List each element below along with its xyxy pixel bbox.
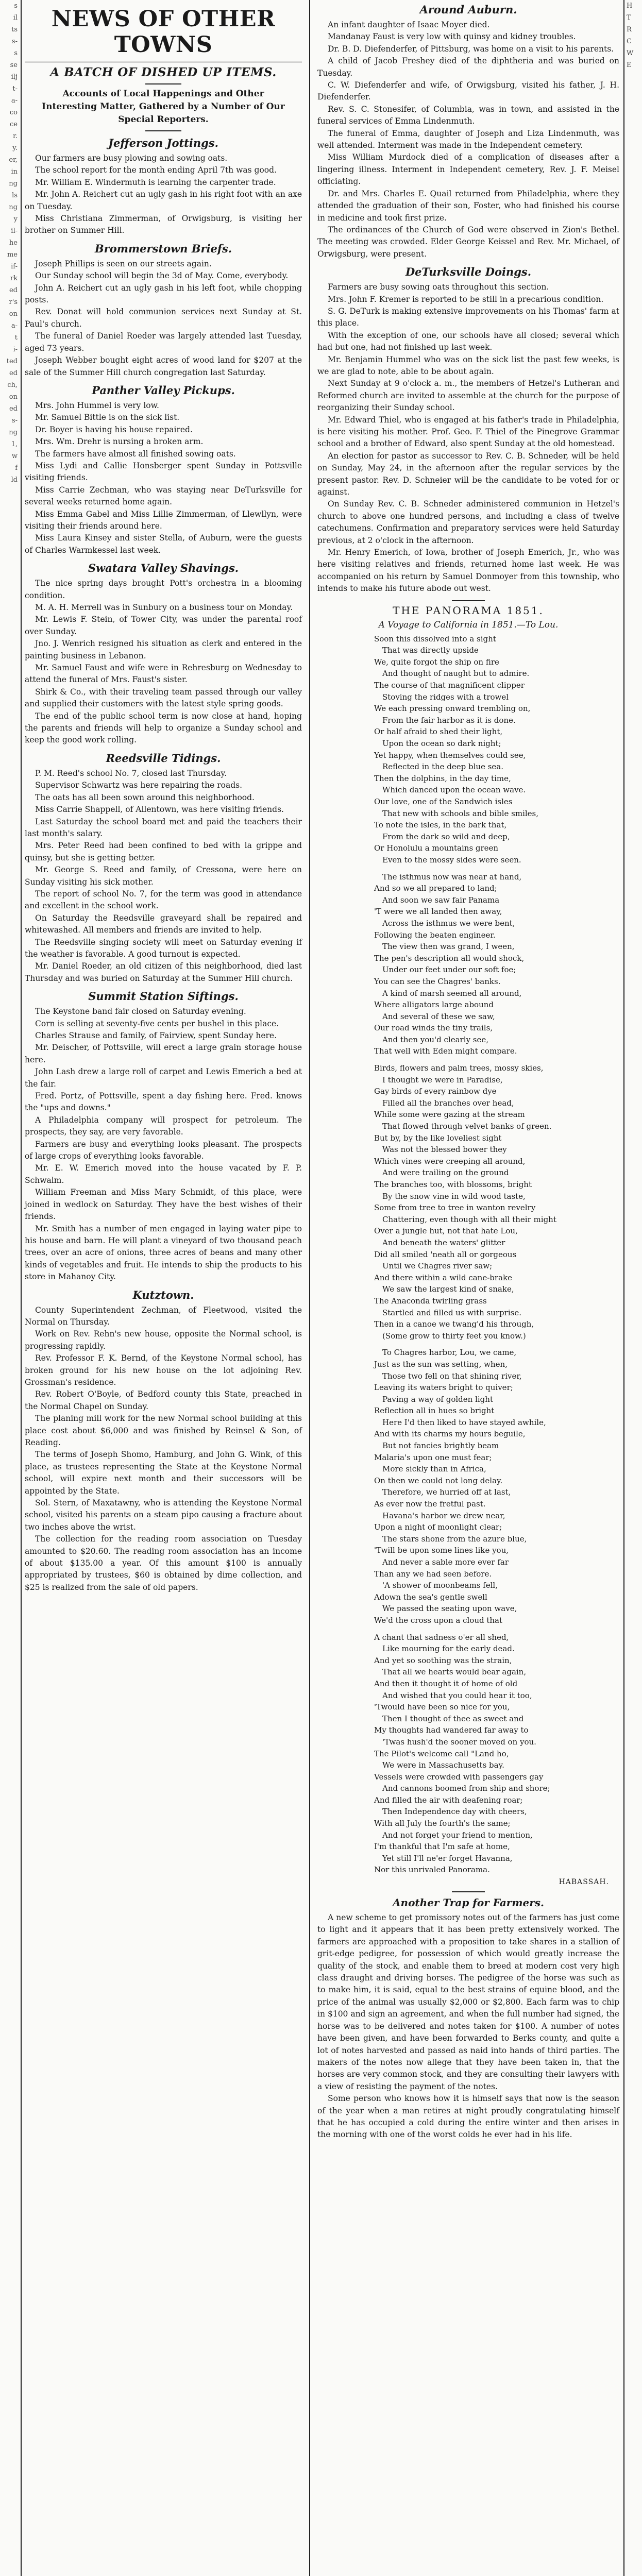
news-item: Mr. Deischer, of Pottsville, will erect a large grain storage house here.: [25, 1043, 302, 1064]
margin-fragment: on: [9, 310, 18, 318]
poem-line: [317, 1342, 619, 1347]
margin-fragment: il: [13, 14, 18, 22]
news-item: Miss Carrie Zechman, who was staying near DeTurksville for several weeks returned home again.: [25, 485, 302, 507]
poem-line: Birds, flowers and palm trees, mossy skies,: [374, 1063, 544, 1073]
section-heading: DeTurksville Doings.: [405, 265, 532, 279]
news-item: C. W. Diefenderfer and wife, of Orwigsburg, visited his father, J. H. Diefenderfer.: [317, 80, 619, 102]
news-item: Mr. Lewis F. Stein, of Tower City, was under the parental roof over Sunday.: [25, 615, 302, 636]
poem-line: That new with schools and bible smiles,: [382, 808, 539, 818]
news-item: Our Sunday school will begin the 3d of May. Come, everybody.: [35, 271, 289, 281]
story-body: [317, 1912, 619, 2141]
column-b: [314, 3, 621, 2576]
margin-fragment: 1,: [11, 440, 18, 448]
news-item: Our farmers are busy plowing and sowing oats.: [35, 154, 228, 163]
column-rule-right: [623, 0, 624, 2576]
margin-fragment: er,: [9, 156, 18, 164]
news-item: P. M. Reed's school No. 7, closed last Thursday.: [35, 768, 227, 778]
news-item: County Superintendent Zechman, of Fleetwood, visited the Normal on Thursday.: [25, 1305, 302, 1327]
poem-line: (Some grow to thirty feet you know.): [382, 1331, 526, 1341]
news-item: Miss Christiana Zimmerman, of Orwigsburg, is visiting her brother on Summer Hill.: [25, 214, 302, 235]
news-item: Rev. Robert O'Boyle, of Bedford county this State, preached in the Normal Chapel on Sunday.: [25, 1389, 302, 1411]
news-item: The school report for the month ending April 7th was good.: [35, 165, 277, 175]
poem-line: And beneath the waters' glitter: [382, 1238, 505, 1247]
poem-line: Did all smiled 'neath all or gorgeous: [374, 1249, 517, 1259]
news-item: The funeral of Emma, daughter of Joseph and Liza Lindenmuth, was well attended. Interment was made in the Independent cemetery.: [317, 128, 619, 150]
poem-line: But by, by the like loveliest sight: [374, 1133, 502, 1143]
poem-line: We saw the largest kind of snake,: [382, 1284, 514, 1294]
poem-line: And not forget your friend to mention,: [382, 1830, 533, 1840]
poem-line: That all we hearts would bear again,: [382, 1667, 527, 1677]
margin-fragment: E: [627, 61, 632, 69]
section-heading: Around Auburn.: [419, 3, 517, 16]
news-item: Mr. Edward Thiel, who is engaged at his father's trade in Philadelphia, is here visiting his mother. Prof. Geo. F. Thiel of the Pinegrove Grammar school and a brother of Edward, also spent Sunday at the old homestead.: [317, 415, 619, 449]
story-paragraph: Some person who knows how it is himself says that now is the season of the year when a man retires at night proudly congratulating himself that he has occupied a cold during the entire winter and then arises in the morning with one of the worst colds he ever had in his life.: [317, 2094, 619, 2140]
margin-fragment: ce: [10, 121, 18, 128]
poem-line: The Pilot's welcome call "Land ho,: [374, 1749, 509, 1758]
margin-fragment: C: [627, 38, 632, 45]
column-rule-left: [21, 0, 22, 2576]
margin-fragment: ls: [12, 192, 18, 199]
poem-line: Then Independence day with cheers,: [382, 1807, 527, 1817]
poem-line: And then it thought it of home of old: [374, 1679, 518, 1688]
poem-line: Vessels were crowded with passengers gay: [374, 1772, 544, 1782]
margin-fragment: H: [627, 2, 633, 10]
poem-line: 'Twas hush'd the sooner moved on you.: [382, 1737, 536, 1747]
margin-fragment: s: [14, 2, 18, 10]
news-item: Jno. J. Wenrich resigned his situation as clerk and entered in the painting business in Lebanon.: [25, 639, 302, 660]
poem-line: A kind of marsh seemed all around,: [382, 988, 522, 998]
poem-line: Chattering, even though with all their might: [382, 1214, 556, 1224]
poem-line: Where alligators large abound: [374, 1000, 494, 1010]
poem-line: 'A shower of moonbeams fell,: [382, 1581, 498, 1590]
news-item: The planing mill work for the new Normal school building at this place cost about $6,000 and was finished by Reinsel & Son, of Reading.: [25, 1414, 302, 1447]
news-item: John A. Reichert cut an ugly gash in his left foot, while chopping posts.: [25, 283, 302, 305]
news-item: The oats has all been sown around this neighborhood.: [35, 792, 255, 802]
news-item: On Saturday the Reedsville graveyard shall be repaired and whitewashed. All members and friends are invited to help.: [25, 913, 302, 935]
poem-line: Here I'd then liked to have stayed awhile,: [382, 1417, 546, 1427]
poem-line: Therefore, we hurried off at last,: [382, 1487, 511, 1497]
poem-line: More sickly than in Africa,: [382, 1464, 486, 1474]
news-item: Farmers are busy sowing oats throughout this section.: [328, 282, 549, 292]
news-item: An infant daughter of Isaac Moyer died.: [328, 20, 490, 29]
news-item: Mr. Benjamin Hummel who was on the sick list the past few weeks, is we are glad to note, able to be about again.: [317, 354, 619, 376]
poem-line: To Chagres harbor, Lou, we came,: [382, 1348, 517, 1358]
margin-fragment: t-: [12, 85, 18, 93]
poem-line: Our love, one of the Sandwich isles: [374, 797, 513, 806]
margin-fragment: y: [13, 215, 18, 223]
poem-line: That flowed through velvet banks of green.: [382, 1122, 552, 1131]
news-item: Sol. Stern, of Maxatawny, who is attending the Keystone Normal school, visited his parents on a steam pipo causing a fracture about two inches above the wrist.: [25, 1498, 302, 1532]
news-item: The end of the public school term is now close at hand, hoping the parents and friends will help to organize a Sunday school and keep the good work rolling.: [25, 711, 302, 745]
poem-line: Then in a canoe we twang'd his through,: [374, 1319, 534, 1329]
poem-line: And there within a wild cane-brake: [374, 1273, 512, 1282]
poem-line: That was directly upside: [382, 646, 479, 655]
margin-fragment: me: [7, 251, 18, 259]
subdeck-rule: [145, 130, 181, 131]
deck-headline: A BATCH OF DISHED UP ITEMS.: [50, 65, 277, 79]
margin-fragment: w: [11, 452, 18, 460]
margin-fragment: ilj: [11, 73, 18, 81]
poem-line: Until we Chagres river saw;: [382, 1261, 493, 1271]
margin-fragment: on: [9, 393, 18, 401]
poem-line: Our road winds the tiny trails,: [374, 1023, 493, 1033]
poem-line: Leaving its waters bright to quiver;: [374, 1383, 513, 1393]
news-item: Miss Emma Gabel and Miss Lillie Zimmerman, of Llewllyn, were visiting their friends around here.: [25, 509, 302, 531]
poem-line: Across the isthmus we were bent,: [382, 918, 515, 928]
margin-fragment: ts: [11, 26, 18, 33]
poem-line: And wished that you could hear it too,: [382, 1690, 532, 1700]
poem-line: [317, 866, 619, 871]
poem-line: Then I thought of thee as sweet and: [382, 1714, 524, 1723]
poem-line: Reflected in the deep blue sea.: [382, 762, 504, 772]
section-heading: Brommerstown Briefs.: [94, 242, 232, 255]
section-heading: Swatara Valley Shavings.: [88, 562, 239, 575]
news-item: A Philadelphia company will prospect for petroleum. The prospects, they say, are very favorable.: [25, 1115, 302, 1137]
news-item: An election for pastor as successor to Rev. C. B. Schneder, will be held on Sunday, May 24, in the afternoon after the regular services by the present pastor. Rev. D. Schneier will be the candidate to be voted for or against.: [317, 451, 619, 497]
margin-fragment: i-: [13, 346, 18, 353]
news-item: A child of Jacob Freshey died of the diphtheria and was buried on Tuesday.: [317, 56, 619, 78]
news-item: Charles Strause and family, of Fairview, spent Sunday here.: [35, 1031, 277, 1040]
subdeck: Accounts of Local Happenings and Other Interesting Matter, Gathered by a Number of Our Special Reporters.: [42, 89, 285, 125]
left-margin-fragments: [0, 0, 19, 2576]
news-item: Miss William Murdock died of a complication of diseases after a lingering illness. Interment in Independent cemetery, Rev. J. F. Meisel officiating.: [317, 152, 619, 187]
margin-fragment: s: [14, 49, 18, 57]
poem-line: Which danced upon the ocean wave.: [382, 785, 526, 795]
poem-title: THE PANORAMA 1851.: [393, 604, 544, 617]
story-headline: Another Trap for Farmers.: [393, 1896, 544, 1909]
poem-line: From the fair harbor as it is done.: [382, 715, 516, 725]
poem-line: While some were gazing at the stream: [374, 1110, 525, 1120]
poem-line: On then we could not long delay.: [374, 1476, 503, 1485]
margin-fragment: W: [627, 49, 634, 57]
margin-fragment: a-: [11, 322, 18, 330]
poem-line: And so we all prepared to land;: [374, 884, 497, 893]
poem-line: And several of these we saw,: [382, 1011, 495, 1021]
margin-fragment: a-: [11, 97, 18, 105]
margin-fragment: ted: [6, 358, 18, 365]
column-b-body: [317, 3, 619, 595]
news-item: Mr. Samuel Faust and wife were in Rehresburg on Wednesday to attend the funeral of Mrs. Faust's sister.: [25, 663, 302, 685]
news-item: The farmers have almost all finished sowing oats.: [35, 449, 236, 459]
poem-body: [317, 633, 619, 1876]
poem-line: The branches too, with blossoms, bright: [374, 1180, 532, 1189]
poem-line: Than any we had seen before.: [374, 1569, 492, 1579]
poem-line: I thought we were in Paradise,: [382, 1075, 503, 1084]
poem-line: And thought of naught but to admire.: [382, 669, 530, 679]
poem-line: Was not the blessed bower they: [382, 1145, 507, 1155]
margin-fragment: ed: [9, 405, 18, 413]
poem-line: 'T were we all landed then away,: [374, 907, 502, 917]
poem-line: The isthmus now was near at hand,: [382, 872, 522, 882]
poem-line: Startled and filled us with surprise.: [382, 1308, 521, 1317]
news-item: The report of school No. 7, for the term was good in attendance and excellent in the school work.: [25, 889, 302, 911]
news-item: Dr. and Mrs. Charles E. Quail returned from Philadelphia, where they attended the graduation of their son, Foster, who had finished his course in medicine and took first prize.: [317, 189, 619, 223]
margin-fragment: ng: [9, 429, 18, 436]
poem-subtitle: A Voyage to California in 1851.—To Lou.: [378, 619, 559, 630]
poem-line: [317, 1057, 619, 1062]
poem-line: Yet happy, when themselves could see,: [374, 750, 526, 760]
poem-line: To note the isles, in the bark that,: [374, 820, 507, 830]
poem-line: The stars shone from the azure blue,: [382, 1534, 527, 1544]
column-a-body: [25, 137, 302, 1594]
margin-fragment: se: [10, 61, 18, 69]
poem-line: A chant that sadness o'er all shed,: [374, 1632, 509, 1642]
poem-line: We passed the seating upon wave,: [382, 1604, 517, 1614]
poem-line: We, quite forgot the ship on fire: [374, 657, 499, 667]
news-item: William Freeman and Miss Mary Schmidt, of this place, were joined in wedlock on Saturday. They have the best wishes of their friends.: [25, 1188, 302, 1222]
margin-fragment: rk: [10, 275, 18, 282]
deck-rule: [145, 83, 181, 84]
margin-fragment: r's: [9, 298, 18, 306]
poem-line: Havana's harbor we drew near,: [382, 1511, 505, 1520]
news-item: The Reedsville singing society will meet on Saturday evening if the weather is favorable. A good turnout is expected.: [25, 937, 302, 959]
poem-line: We each pressing onward trembling on,: [374, 704, 531, 714]
news-item: Mr. Samuel Bittle is on the sick list.: [35, 413, 180, 422]
margin-fragment: R: [627, 26, 632, 33]
news-item: Mr. John A. Reichert cut an ugly gash in his right foot with an axe on Tuesday.: [25, 190, 302, 211]
margin-fragment: r.: [13, 132, 18, 140]
poem-line: With all July the fourth's the same;: [374, 1819, 511, 1828]
news-item: Mr. Smith has a number of men engaged in laying water pipe to his house and barn. He will plant a vineyard of two thousand peach trees, over an acre of onions, three acres of beans and many other kinds of vegetables and fruit. He intends to ship the products to his store in Mahanoy City.: [25, 1224, 302, 1282]
margin-fragment: y.: [12, 144, 18, 152]
margin-fragment: ed: [9, 286, 18, 294]
poem-line: And yet so soothing was the strain,: [374, 1655, 512, 1665]
poem-line: And soon we saw fair Panama: [382, 895, 500, 905]
poem-line: And filled the air with deafening roar;: [374, 1795, 523, 1805]
news-item: Miss Laura Kinsey and sister Stella, of Auburn, were the guests of Charles Warmkessel last week.: [25, 533, 302, 555]
news-item: Joseph Webber bought eight acres of wood land for $207 at the sale of the Summer Hill church congregation last Saturday.: [25, 355, 302, 377]
news-item: Mr. Daniel Roeder, an old citizen of this neighborhood, died last Thursday and was buried on Saturday at the Summer Hill church.: [25, 961, 302, 983]
news-item: The nice spring days brought Pott's orchestra in a blooming condition.: [25, 579, 302, 600]
poem-line: Or Honolulu a mountains green: [374, 843, 499, 853]
poem-line: Which vines were creeping all around,: [374, 1156, 526, 1166]
news-item: Mrs. John F. Kremer is reported to be still in a precarious condition.: [328, 294, 604, 304]
poem-line: 'Twould have been so nice for you,: [374, 1702, 510, 1712]
news-item: The terms of Joseph Shomo, Hamburg, and John G. Wink, of this place, as trustees representing the State at the Keystone Normal school, will expire next month and their successors will be appointed by the State.: [25, 1450, 302, 1496]
poem-line: The pen's description all would shock,: [374, 953, 525, 963]
margin-fragment: ng: [9, 204, 18, 211]
margin-fragment: f: [15, 464, 18, 472]
news-item: Corn is selling at seventy-five cents per bushel in this place.: [35, 1019, 279, 1028]
news-item: Fred. Portz, of Pottsville, spent a day fishing here. Fred. knows the "ups and downs.": [25, 1091, 302, 1113]
news-item: Dr. Boyer is having his house repaired.: [35, 425, 193, 434]
poem-line: Even to the mossy sides were seen.: [382, 855, 521, 865]
news-item: Miss Carrie Shappell, of Allentown, was here visiting friends.: [35, 805, 284, 815]
poem-line: By the snow vine in wild wood taste,: [382, 1191, 526, 1201]
news-item: Miss Lydi and Callie Honsberger spent Sunday in Pottsville visiting friends.: [25, 461, 302, 483]
margin-fragment: ed: [9, 369, 18, 377]
poem-line: Adown the sea's gentle swell: [374, 1592, 487, 1602]
news-item: Mr. William E. Windermuth is learning the carpenter trade.: [35, 177, 276, 187]
poem-line: Then the dolphins, in the day time,: [374, 773, 511, 783]
poem-line: The course of that magnificent clipper: [374, 681, 525, 690]
poem-line: And with its charms my hours beguile,: [374, 1429, 526, 1439]
margin-fragment: ld: [11, 476, 18, 484]
news-item: On Sunday Rev. C. B. Schneder administered communion in Hetzel's church to above one hundred persons, and including a class of twelve catechumens. Confirmation and preparatory services were held Saturday previous, at 2 o'clock in the afternoon.: [317, 499, 619, 545]
masthead: NEWS OF OTHER TOWNS: [25, 6, 302, 62]
poem-line: Soon this dissolved into a sight: [374, 634, 496, 643]
news-item: The Keystone band fair closed on Saturday evening.: [35, 1007, 246, 1016]
poem-line: Or half afraid to shed their light,: [374, 727, 503, 737]
news-item: Mr. E. W. Emerich moved into the house vacated by F. P. Schwalm.: [25, 1163, 302, 1185]
news-item: Rev. Professor F. K. Bernd, of the Keystone Normal school, has broken ground for his new house on the lot adjoining Rev. Grossman's residence.: [25, 1353, 302, 1387]
news-item: Mr. George S. Reed and family, of Cressona, were here on Sunday visiting his sick mother.: [25, 865, 302, 887]
poem-line: Reflection all in hues so bright: [374, 1406, 495, 1416]
news-item: Rev. S. C. Stonesifer, of Columbia, was in town, and assisted in the funeral services of Emma Lindenmuth.: [317, 104, 619, 126]
poem-line: And were trailing on the ground: [382, 1168, 509, 1178]
news-item: Mrs. Wm. Drehr is nursing a broken arm.: [35, 437, 204, 447]
news-item: John Lash drew a large roll of carpet and Lewis Emerich a bed at the fair.: [25, 1067, 302, 1089]
margin-fragment: ng: [9, 180, 18, 188]
poem-line: And then you'd clearly see,: [382, 1035, 488, 1044]
margin-fragment: s-: [11, 38, 18, 45]
news-item: Supervisor Schwartz was here repairing the roads.: [35, 781, 243, 790]
news-item: S. G. DeTurk is making extensive improvements on his Thomas' farm at this place.: [317, 306, 619, 328]
news-item: Dr. B. D. Diefenderfer, of Pittsburg, was home on a visit to his parents.: [328, 44, 614, 54]
poem-line: Nor this unrivaled Panorama.: [374, 1865, 490, 1875]
poem-separator: [452, 600, 485, 601]
news-item: The ordinances of the Church of God were observed in Zion's Bethel. The meeting was crowded. Elder George Keissel and Rev. Mr. Michael, of Orwigsburg, were present.: [317, 225, 619, 259]
poem-line: Following the beaten engineer.: [374, 930, 496, 940]
poem-line: From the dark so wild and deep,: [382, 832, 510, 841]
news-item: Mrs. Peter Reed had been confined to bed with la grippe and quinsy, but she is getting better.: [25, 841, 302, 862]
margin-fragment: T: [627, 14, 631, 22]
margin-fragment: co: [9, 109, 18, 116]
margin-fragment: he: [9, 239, 18, 247]
poem-line: My thoughts had wandered far away to: [374, 1725, 529, 1735]
news-item: Joseph Phillips is seen on our streets again.: [35, 259, 212, 268]
news-item: Mr. Henry Emerich, of Iowa, brother of Joseph Emerich, Jr., who was here visiting relatives and friends, returned home last week. He was accompanied on his return by Samuel Donmoyer from this township, who intends to make his future abode out west.: [317, 548, 619, 594]
poem-line: The view then was grand, I ween,: [382, 942, 515, 952]
poem-line: Some from tree to tree in wanton revelry: [374, 1203, 536, 1213]
margin-fragment: if-: [11, 263, 18, 270]
news-item: Next Sunday at 9 o'clock a. m., the members of Hetzel's Lutheran and Reformed church are invited to assemble at the church for the purpose of reorganizing their Sunday school.: [317, 379, 619, 413]
news-item: Work on Rev. Rehn's new house, opposite the Normal school, is progressing rapidly.: [25, 1329, 302, 1351]
section-heading: Reedsville Tidings.: [106, 751, 221, 765]
poem-line: 'Twill be upon some lines like you,: [374, 1546, 509, 1555]
poem-line: Stoving the ridges with a trowel: [382, 692, 509, 702]
poem-line: Yet still I'll ne'er forget Havanna,: [382, 1853, 513, 1863]
poem-line: Paving a way of golden light: [382, 1394, 493, 1404]
poem-line: Malaria's upon one must fear;: [374, 1452, 492, 1462]
news-item: The funeral of Daniel Roeder was largely attended last Tuesday, aged 73 years.: [25, 331, 302, 353]
poem-line: Upon a night of moonlight clear;: [374, 1522, 502, 1532]
column-a: [23, 3, 305, 2576]
poem-line: That well with Eden might compare.: [374, 1046, 517, 1056]
poem-line: Gay birds of every rainbow dye: [374, 1087, 497, 1096]
news-item: The collection for the reading room association on Tuesday amounted to $20.60. The reading room association has an income of about $135.00 a year. Of this amount $100 is annually appropriated by trustees, $60 is obtained by dime collection, and $25 is realized from the sale of old papers.: [25, 1534, 302, 1592]
poem-line: I'm thankful that I'm safe at home,: [374, 1842, 510, 1852]
news-item: With the exception of one, our schools have all closed; several which had but one, had not finished up last week.: [317, 330, 619, 352]
poem-line: As ever now the fretful past.: [374, 1499, 486, 1509]
news-item: M. A. H. Merrell was in Sunbury on a business tour on Monday.: [35, 603, 293, 612]
margin-fragment: il-: [11, 227, 18, 235]
margin-fragment: in: [11, 168, 18, 176]
poem-line: Under our feet under our soft foe;: [382, 965, 516, 975]
news-item: Mandanay Faust is very low with quinsy and kidney troubles.: [328, 32, 576, 42]
news-item: Rev. Donat will hold communion services next Sunday at St. Paul's church.: [25, 307, 302, 329]
poem-line: Those two fell on that shining river,: [382, 1371, 522, 1381]
news-item: Mrs. John Hummel is very low.: [35, 400, 159, 410]
poem-line: Upon the ocean so dark night;: [382, 739, 501, 749]
story-paragraph: A new scheme to get promissory notes out of the farmers has just come to light and it appears that it has been pretty extensively worked. The farmers are approached with a proposition to take shares in a stallion of grit-edge pedigree, for possession of which would greatly increase the quality of the stock, and enable them to breed at modern cost very high class draught and driving horses. The pedigree of the horse was such as to make him, it is said, equal to the best strains of equine blood, and the price of the animal was usually $2,000 or $2,800. Each farm was to chip in $100 and sign an agreement, and when the full number had signed, the horse was to be delivered and notes taken for $100. A number of notes have been given, and have been forwarded to Berks county, and quite a lot of notes harvested and passed as naid into hands of third parties. The makers of the notes now allege that they have been taken in, that the horses are very common stock, and they are consulting their lawyers with a view of resisting the payment of the notes.: [317, 1913, 619, 2091]
poem-line: Just as the sun was setting, when,: [374, 1359, 508, 1369]
news-item: Last Saturday the school board met and paid the teachers their last month's salary.: [25, 817, 302, 838]
poem-signature: HABASSAH.: [559, 1878, 609, 1887]
margin-fragment: t: [14, 334, 18, 342]
column-rule-middle: [309, 0, 310, 2576]
section-heading: Panther Valley Pickups.: [92, 383, 235, 397]
poem-line: We'd the cross upon a cloud that: [374, 1615, 503, 1625]
poem-line: The Anaconda twirling grass: [374, 1296, 487, 1306]
section-heading: Jefferson Jottings.: [108, 137, 218, 149]
news-item: Farmers are busy and everything looks pleasant. The prospects of large crops of everything looks favorable.: [25, 1139, 302, 1161]
poem-line: And never a sable more ever far: [382, 1557, 509, 1567]
right-margin-fragments: [626, 0, 642, 2576]
poem-line: [317, 1626, 619, 1632]
margin-fragment: s-: [11, 417, 18, 425]
margin-fragment: ch,: [7, 381, 18, 389]
poem-line: And cannons boomed from ship and shore;: [382, 1784, 550, 1793]
news-item: Shirk & Co., with their traveling team passed through our valley and supplied their customers with the latest style spring goods.: [25, 687, 302, 709]
story-separator: [452, 1891, 485, 1892]
poem-line: But not fancies brightly beam: [382, 1441, 499, 1451]
poem-line: Over a jungle hut, not that hate Lou,: [374, 1226, 518, 1236]
section-heading: Kutztown.: [132, 1288, 194, 1301]
poem-line: We were in Massachusetts bay.: [382, 1760, 504, 1770]
poem-line: Filled all the branches over head,: [382, 1098, 514, 1108]
poem-line: You can see the Chagres' banks.: [374, 976, 501, 986]
poem-line: Like mourning for the early dead.: [382, 1644, 515, 1654]
section-heading: Summit Station Siftings.: [88, 990, 239, 1003]
